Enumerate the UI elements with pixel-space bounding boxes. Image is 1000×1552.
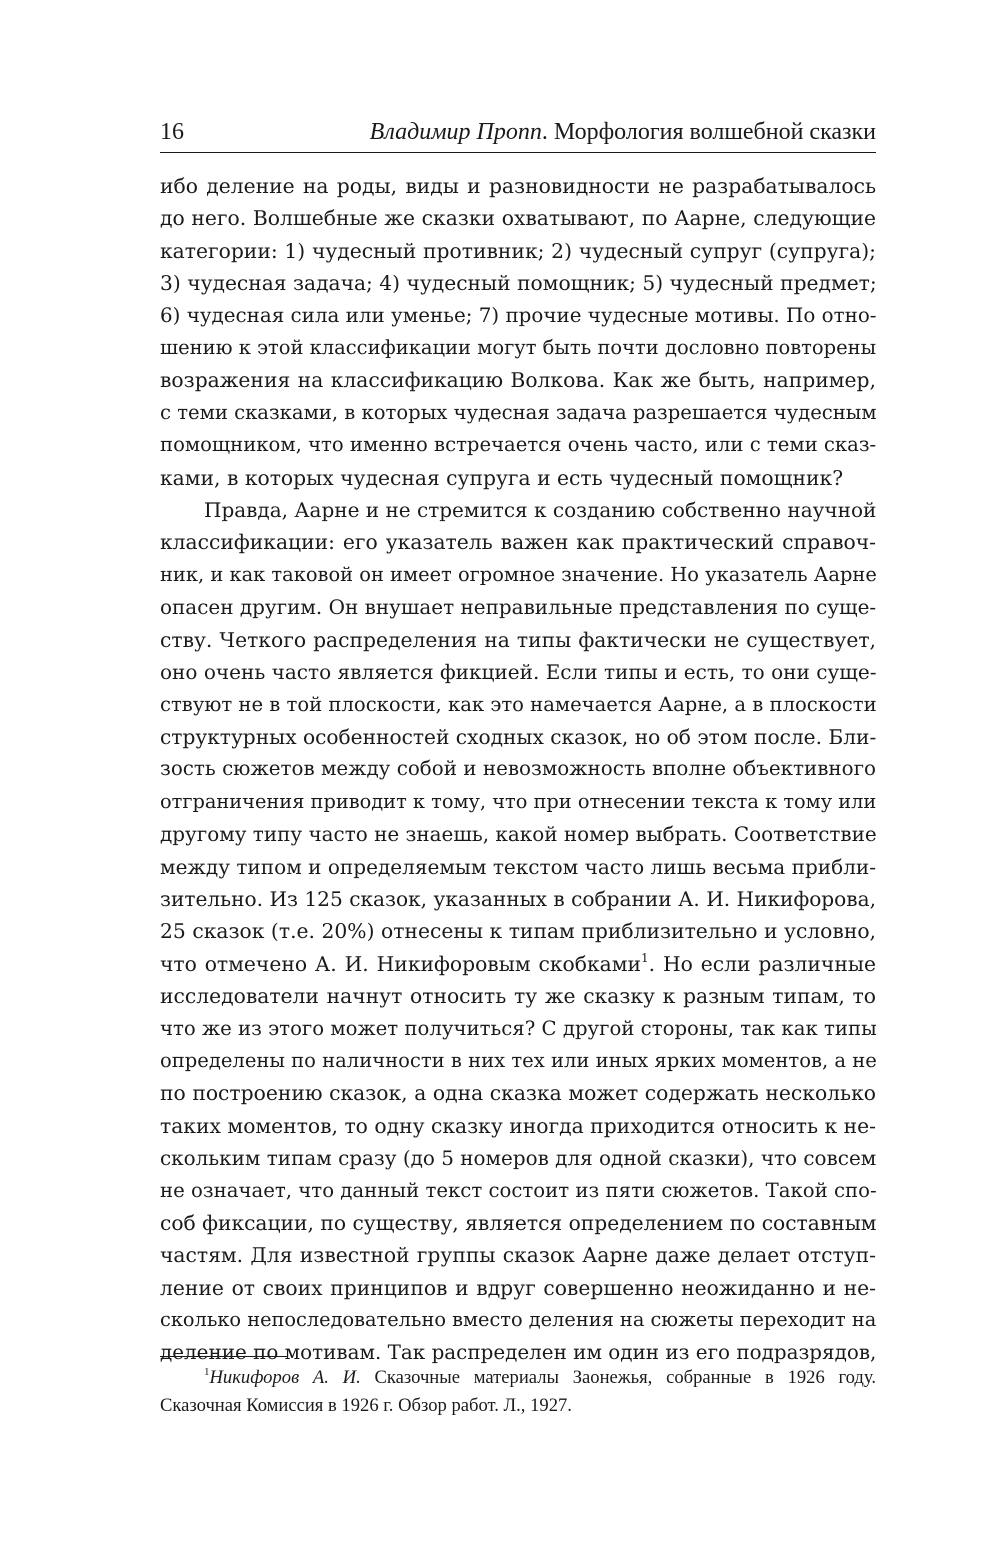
text-line: опасен другим. Он внушает неправильные представления по суще- — [160, 595, 877, 620]
text-line: ками, в которых чудесная супруга и есть чудесный помощник? — [160, 465, 844, 490]
text-line: Правда, Аарне и не стремится к созданию собственно научной — [204, 498, 877, 523]
text-line: возражения на классификацию Волкова. Как же быть, например, — [160, 368, 876, 393]
text-line: ибо деление на роды, виды и разновидности не разрабатывалось — [160, 174, 876, 198]
text-line: структурных особенностей сходных сказок, но об этом после. Бли- — [160, 724, 877, 749]
text-line: скольким типам сразу (до 5 номеров для одной сказки), что совсем — [160, 1146, 877, 1171]
text-fragment: . Но если различные — [648, 951, 876, 976]
text-line: шению к этой классификации могут быть почти дословно повторены — [160, 336, 877, 360]
text-line: с теми сказками, в которых чудесная задача разрешается чудесным — [160, 400, 877, 424]
running-title-book: Морфология волшебной сказки — [553, 119, 876, 145]
text-line: ление от своих принципов и вдруг совершенно неожиданно и не- — [160, 1275, 876, 1300]
footnote-marker: 1 — [204, 1366, 210, 1378]
text-line: другому типу часто не знаешь, какой номер выбрать. Соответствие — [160, 822, 877, 847]
text-line: деление по мотивам. Так распределен им один из его подразрядов, — [160, 1340, 877, 1364]
text-line: 25 сказок (т.е. 20%) отнесены к типам приблизительно и условно, — [160, 919, 876, 944]
running-title-separator: . — [541, 119, 554, 145]
running-header — [160, 112, 876, 153]
footnote-line — [160, 1364, 876, 1392]
footnote-reference[interactable]: 1 — [641, 950, 649, 965]
page-number: 16 — [160, 119, 184, 145]
text-line: между типом и определяемым текстом часто лишь весьма прибли- — [160, 854, 877, 879]
text-line: определены по наличности в них тех или иных ярких моментов, а не — [160, 1048, 877, 1072]
text-line: зость сюжетов между собой и невозможность вполне объективного — [160, 757, 876, 781]
text-line: зительно. Из 125 сказок, указанных в собрании А. И. Никифорова, — [160, 886, 876, 911]
text-line: классификации: его указатель важен как практический справоч- — [160, 530, 876, 555]
text-line: отграничения приводит к тому, что при отнесении текста к тому или — [160, 789, 877, 813]
text-line: частям. Для известной группы сказок Аарне даже делает отступ- — [160, 1243, 876, 1268]
footnote-divider — [160, 1356, 288, 1357]
footnote-line: Сказочная Комиссия в 1926 г. Обзор работ. Л., 1927. — [160, 1395, 572, 1416]
paragraph-2 — [160, 494, 876, 1369]
text-line: ству. Четкого распределения на типы фактически не существует, — [160, 627, 876, 652]
running-title-author: Владимир Пропп — [369, 119, 542, 145]
text-line: что же из этого может получиться? С другой стороны, так как типы — [160, 1016, 877, 1040]
footnote-text: Сказочные материалы Заонежья, собранные в 1926 году. — [360, 1367, 876, 1388]
text-line: 6) чудесная сила или уменье; 7) прочие чудесные мотивы. По отно- — [160, 303, 877, 327]
text-line: 3) чудесная задача; 4) чудесный помощник; 5) чудесный предмет; — [160, 271, 877, 296]
text-line: таких моментов, то одну сказку иногда приходится относить к не- — [160, 1113, 876, 1138]
body-text — [160, 170, 876, 1369]
text-line: категории: 1) чудесный противник; 2) чудесный супруг (супруга); — [160, 238, 876, 263]
book-page — [160, 0, 876, 1552]
text-line: исследователи начнут относить ту же сказку к разным типам, то — [160, 984, 876, 1009]
text-line: не означает, что данный текст состоит из пяти сюжетов. Такой спо- — [160, 1178, 877, 1202]
text-line: до него. Волшебные же сказки охватывают, по Аарне, следующие — [160, 206, 876, 231]
footnote-author: Никифоров А. И. — [209, 1367, 361, 1388]
text-line: помощником, что именно встречается очень часто, или с теми сказ- — [160, 433, 877, 457]
text-line-with-footnote-ref — [160, 948, 876, 980]
text-line: ник, и как таковой он имеет огромное значение. Но указатель Аарне — [160, 562, 877, 586]
text-line: по построению сказок, а одна сказка может содержать несколько — [160, 1081, 876, 1106]
running-title — [370, 119, 876, 146]
text-fragment: что отмечено А. И. Никифоровым скобками — [160, 951, 642, 976]
text-line: сколько непоследовательно вместо деления на сюжеты переходит на — [160, 1308, 877, 1332]
footnote — [160, 1364, 876, 1420]
paragraph-1 — [160, 170, 876, 494]
text-line: ствуют не в той плоскости, как это намечается Аарне, а в плоскости — [160, 692, 877, 716]
text-line: оно очень часто является фикцией. Если типы и есть, то они суще- — [160, 660, 877, 685]
text-line: соб фиксации, по существу, является определением по составным — [160, 1211, 877, 1235]
